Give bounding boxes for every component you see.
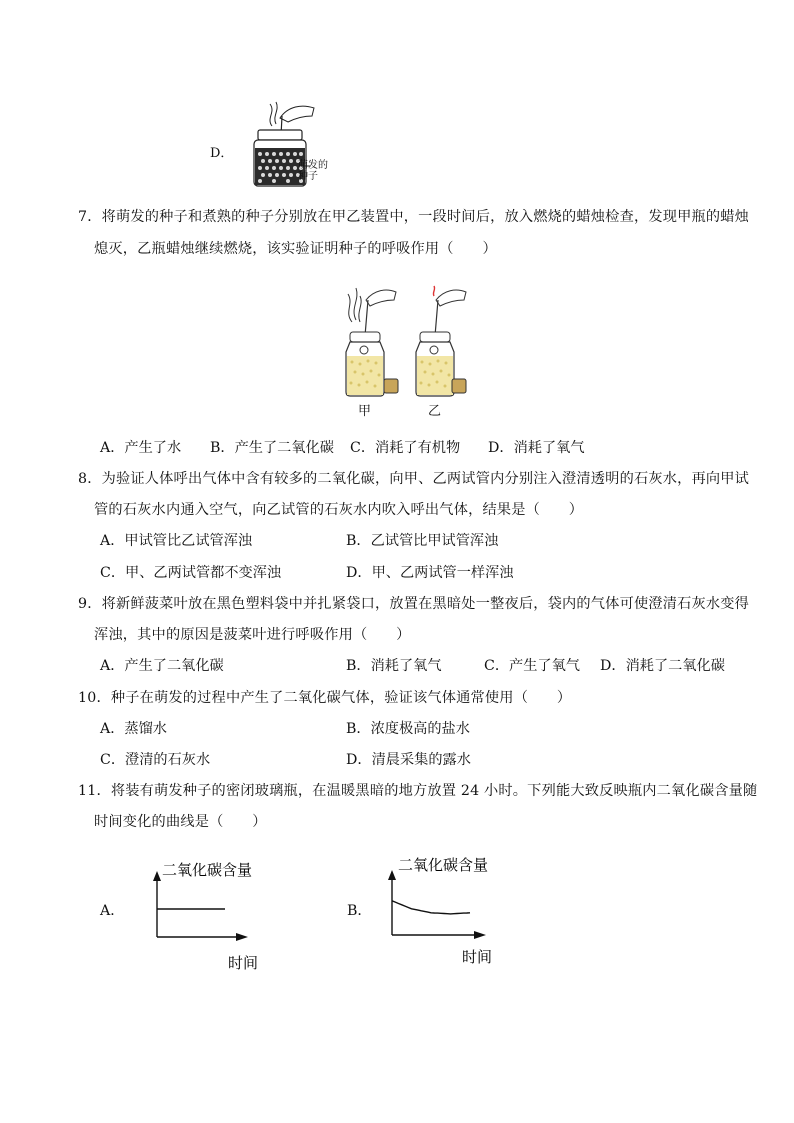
co2-chart-a	[140, 855, 270, 975]
two-jars-illustration	[330, 282, 480, 402]
chart-b-ylabel: 二氧化碳含量	[398, 856, 489, 874]
q8-option-c[interactable]: C．甲、乙两试管都不变浑浊	[100, 565, 282, 581]
q9-option-c[interactable]: C．产生了氧气	[484, 658, 580, 674]
q10-option-a[interactable]: A．蒸馏水	[100, 721, 167, 737]
chart-b-series-line	[392, 901, 470, 914]
co2-chart-b	[372, 850, 502, 970]
q8-option-d[interactable]: D．甲、乙两试管一样浑浊	[346, 565, 514, 581]
jar-left-label: 甲	[358, 404, 372, 419]
q11-text-line2: 时间变化的曲线是（ ）	[94, 814, 267, 830]
seed-label	[298, 160, 328, 182]
q10-option-b[interactable]: B．浓度极高的盐水	[346, 721, 470, 737]
chart-a-y-arrow	[153, 871, 161, 881]
q7-option-c[interactable]: C．消耗了有机物	[350, 440, 461, 456]
q9-option-b[interactable]: B．消耗了氧气	[346, 658, 442, 674]
q11-option-b-label[interactable]: B．	[347, 903, 372, 919]
jar-right-label: 乙	[428, 404, 442, 419]
seed-label-line2: 种子	[298, 171, 318, 182]
q8-text-line1: 8．为验证人体呼出气体中含有较多的二氧化碳，向甲、乙两试管内分别注入澄清透明的石灰水，再向甲试	[78, 471, 750, 487]
q9-text-line1: 9．将新鲜菠菜叶放在黑色塑料袋中并扎紧袋口，放置在黑暗处一整夜后，袋内的气体可使澄清石灰水变得	[78, 596, 750, 612]
chart-a-xlabel: 时间	[228, 954, 259, 972]
seed-label-line1: 萌发的	[298, 160, 328, 171]
q7-text-line1: 7．将萌发的种子和煮熟的种子分别放在甲乙装置中，一段时间后，放入燃烧的蜡烛检查，发现甲瓶的蜡烛	[78, 209, 750, 225]
q8-option-b[interactable]: B．乙试管比甲试管浑浊	[346, 533, 499, 549]
q9-text-line2: 浑浊，其中的原因是菠菜叶进行呼吸作用（ ）	[94, 627, 411, 643]
q7-option-a[interactable]: A．产生了水	[100, 440, 182, 456]
q6-option-d-label: D．	[210, 146, 234, 161]
q9-option-a[interactable]: A．产生了二氧化碳	[100, 658, 224, 674]
q10-option-c[interactable]: C．澄清的石灰水	[100, 752, 211, 768]
q11-option-a-label[interactable]: A．	[100, 903, 125, 919]
q10-text-line1: 10．种子在萌发的过程中产生了二氧化碳气体，验证该气体通常使用（ ）	[78, 690, 572, 706]
chart-a-x-arrow	[236, 933, 248, 941]
q9-option-d[interactable]: D．消耗了二氧化碳	[600, 658, 725, 674]
q7-option-b[interactable]: B．产生了二氧化碳	[210, 440, 334, 456]
q7-option-d[interactable]: D．消耗了氧气	[488, 440, 585, 456]
q7-text-line2: 熄灭，乙瓶蜡烛继续燃烧，该实验证明种子的呼吸作用（ ）	[94, 241, 497, 257]
q8-text-line2: 管的石灰水内通入空气，向乙试管的石灰水内吹入呼出气体，结果是（ ）	[94, 502, 584, 518]
q10-option-d[interactable]: D．清晨采集的露水	[346, 752, 471, 768]
chart-b-x-arrow	[474, 931, 486, 939]
q11-text-line1: 11．将装有萌发种子的密闭玻璃瓶，在温暖黑暗的地方放置 24 小时。下列能大致反映瓶内二氧化碳含量随	[78, 783, 758, 799]
chart-b-y-arrow	[388, 870, 396, 880]
chart-b-xlabel: 时间	[462, 948, 493, 966]
q8-option-a[interactable]: A．甲试管比乙试管浑浊	[100, 533, 253, 549]
chart-a-ylabel: 二氧化碳含量	[162, 861, 253, 879]
